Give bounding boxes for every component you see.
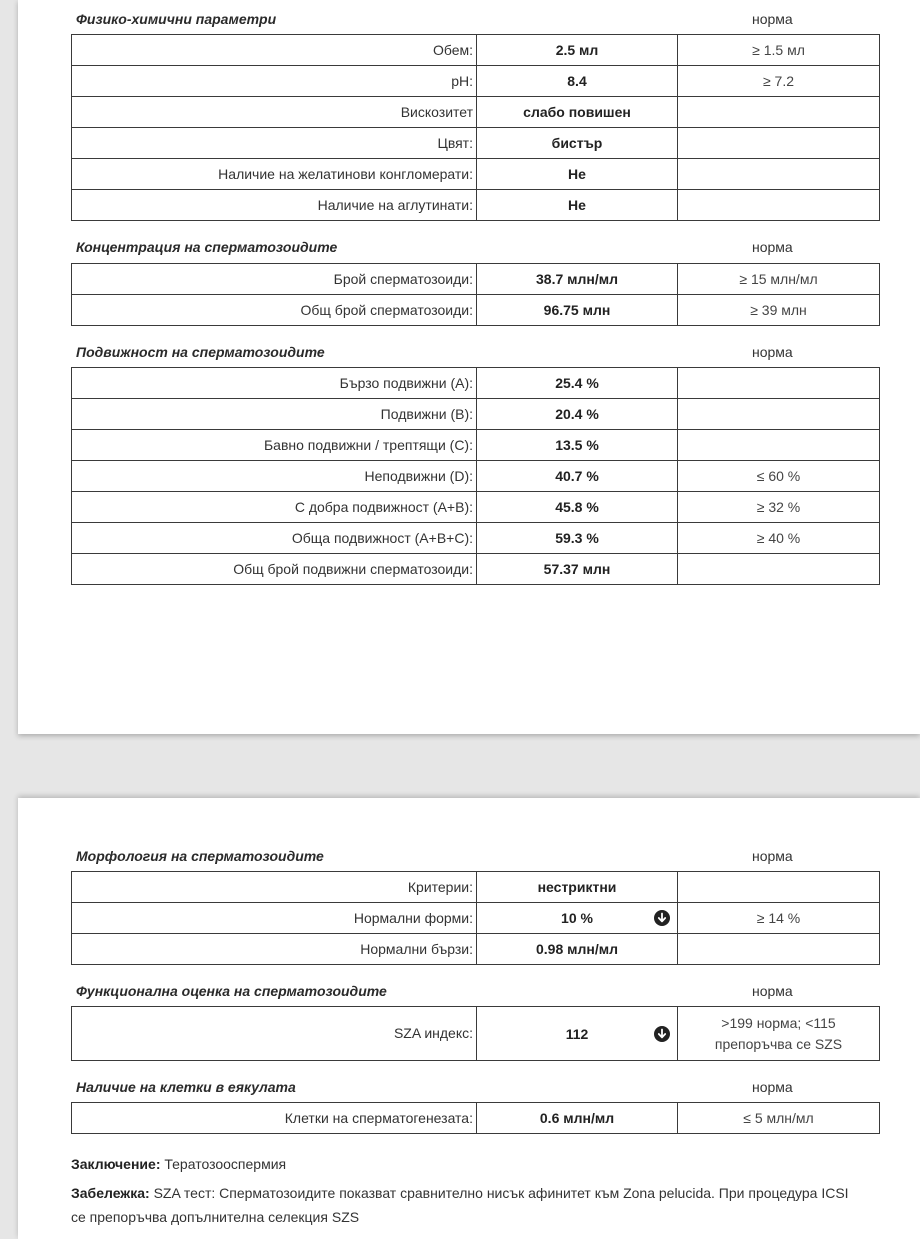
row-label: Общ брой подвижни сперматозоиди: bbox=[72, 554, 477, 585]
row-value: 57.37 млн bbox=[477, 554, 678, 585]
row-value: 45.8 % bbox=[477, 492, 678, 523]
row-label: Обща подвижност (A+B+C): bbox=[72, 523, 477, 554]
table-row bbox=[72, 903, 880, 934]
row-norm bbox=[678, 934, 880, 965]
row-value: 8.4 bbox=[477, 66, 678, 97]
row-norm-line1: >199 норма; <115 bbox=[721, 1014, 836, 1031]
row-value: Не bbox=[477, 190, 678, 221]
conclusion-label: Заключение: bbox=[71, 1156, 161, 1172]
row-norm: ≥ 1.5 мл bbox=[678, 35, 880, 66]
row-label: Цвят: bbox=[72, 128, 477, 159]
norm-header-physchem: норма bbox=[752, 11, 793, 27]
row-label: Клетки на сперматогенезата: bbox=[72, 1103, 477, 1134]
row-norm: ≥ 7.2 bbox=[678, 66, 880, 97]
section-title-cells: Наличие на клетки в еякулата bbox=[76, 1079, 296, 1095]
row-label: Нормални форми: bbox=[72, 903, 477, 934]
row-value-cell bbox=[477, 903, 678, 934]
row-norm bbox=[678, 128, 880, 159]
table-morphology bbox=[71, 871, 880, 965]
conclusion-text: Тератозооспермия bbox=[164, 1156, 287, 1172]
table-row bbox=[72, 554, 880, 585]
table-functional bbox=[71, 1006, 880, 1061]
table-concentration bbox=[71, 263, 880, 326]
row-norm bbox=[678, 554, 880, 585]
row-label: Бързо подвижни (A): bbox=[72, 368, 477, 399]
note-label: Забележка: bbox=[71, 1185, 150, 1201]
row-value: 112 bbox=[565, 1025, 589, 1042]
row-norm: ≤ 60 % bbox=[678, 461, 880, 492]
table-row bbox=[72, 872, 880, 903]
table-row bbox=[72, 97, 880, 128]
row-label: Подвижни (B): bbox=[72, 399, 477, 430]
section-title-physchem: Физико-химични параметри bbox=[76, 11, 277, 27]
table-cells bbox=[71, 1102, 880, 1134]
row-label: Наличие на желатинови конгломерати: bbox=[72, 159, 477, 190]
row-norm-line2: препоръчва се SZS bbox=[714, 1035, 843, 1052]
table-row bbox=[72, 1103, 880, 1134]
table-row bbox=[72, 1007, 880, 1061]
row-value: нестриктни bbox=[477, 872, 678, 903]
table-row bbox=[72, 399, 880, 430]
row-norm: ≥ 32 % bbox=[678, 492, 880, 523]
row-norm: ≥ 40 % bbox=[678, 523, 880, 554]
row-label: Неподвижни (D): bbox=[72, 461, 477, 492]
row-value: 40.7 % bbox=[477, 461, 678, 492]
arrow-down-circle-icon bbox=[654, 1026, 670, 1042]
table-row bbox=[72, 159, 880, 190]
section-title-morphology: Морфология на сперматозоидите bbox=[76, 848, 324, 864]
row-norm: ≤ 5 млн/мл bbox=[678, 1103, 880, 1134]
table-row bbox=[72, 128, 880, 159]
row-norm: ≥ 15 млн/мл bbox=[678, 264, 880, 295]
row-norm bbox=[678, 430, 880, 461]
table-row bbox=[72, 295, 880, 326]
row-label: Обем: bbox=[72, 35, 477, 66]
row-label: Вискозитет bbox=[72, 97, 477, 128]
row-norm bbox=[678, 159, 880, 190]
row-label: Брой сперматозоиди: bbox=[72, 264, 477, 295]
row-label: Бавно подвижни / трептящи (C): bbox=[72, 430, 477, 461]
row-label: Общ брой сперматозоиди: bbox=[72, 295, 477, 326]
row-value: 0.6 млн/мл bbox=[477, 1103, 678, 1134]
row-norm bbox=[678, 399, 880, 430]
arrow-down-circle-icon bbox=[654, 910, 670, 926]
norm-header-cells: норма bbox=[752, 1079, 793, 1095]
row-norm bbox=[678, 190, 880, 221]
section-title-concentration: Концентрация на сперматозоидите bbox=[76, 239, 338, 255]
row-value: 0.98 млн/мл bbox=[477, 934, 678, 965]
row-value: слабо повишен bbox=[477, 97, 678, 128]
table-row bbox=[72, 66, 880, 97]
table-row bbox=[72, 461, 880, 492]
table-row bbox=[72, 35, 880, 66]
section-title-functional: Функционална оценка на сперматозоидите bbox=[76, 983, 387, 999]
row-label: SZA индекс: bbox=[72, 1007, 477, 1061]
row-value: 13.5 % bbox=[477, 430, 678, 461]
norm-header-motility: норма bbox=[752, 344, 793, 360]
table-row bbox=[72, 264, 880, 295]
table-physchem bbox=[71, 34, 880, 221]
row-norm bbox=[678, 872, 880, 903]
row-label: Нормални бързи: bbox=[72, 934, 477, 965]
table-row bbox=[72, 492, 880, 523]
row-value: 20.4 % bbox=[477, 399, 678, 430]
table-row bbox=[72, 190, 880, 221]
row-value: 96.75 млн bbox=[477, 295, 678, 326]
row-label: Критерии: bbox=[72, 872, 477, 903]
norm-header-morphology: норма bbox=[752, 848, 793, 864]
norm-header-concentration: норма bbox=[752, 239, 793, 255]
row-value: бистър bbox=[477, 128, 678, 159]
row-value: 10 % bbox=[561, 910, 593, 926]
table-row bbox=[72, 523, 880, 554]
row-value-cell bbox=[477, 1007, 678, 1061]
note bbox=[71, 1181, 861, 1229]
section-title-motility: Подвижност на сперматозоидите bbox=[76, 344, 325, 360]
row-norm bbox=[678, 1007, 880, 1061]
row-value: 2.5 мл bbox=[477, 35, 678, 66]
row-value: 59.3 % bbox=[477, 523, 678, 554]
conclusion bbox=[71, 1152, 861, 1176]
row-label: Наличие на аглутинати: bbox=[72, 190, 477, 221]
row-value: 38.7 млн/мл bbox=[477, 264, 678, 295]
table-row bbox=[72, 430, 880, 461]
row-norm bbox=[678, 368, 880, 399]
row-value: 25.4 % bbox=[477, 368, 678, 399]
row-label: С добра подвижност (A+B): bbox=[72, 492, 477, 523]
table-motility bbox=[71, 367, 880, 585]
row-label: pH: bbox=[72, 66, 477, 97]
row-value: Не bbox=[477, 159, 678, 190]
row-norm: ≥ 14 % bbox=[678, 903, 880, 934]
table-row bbox=[72, 934, 880, 965]
norm-header-functional: норма bbox=[752, 983, 793, 999]
row-norm: ≥ 39 млн bbox=[678, 295, 880, 326]
table-row bbox=[72, 368, 880, 399]
note-text: SZA тест: Сперматозоидите показват сравнително нисък афинитет към Zona pelucida. При процедура ICSI се препоръчва допълнителна селекция SZS bbox=[71, 1185, 849, 1225]
row-norm bbox=[678, 97, 880, 128]
